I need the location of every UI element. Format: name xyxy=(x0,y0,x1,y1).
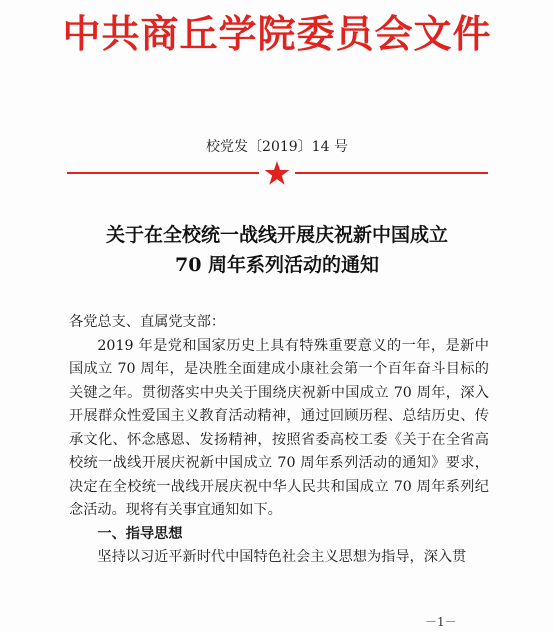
addressee: 各党总支、直属党支部： xyxy=(69,314,226,330)
red-star-icon xyxy=(264,160,290,186)
doc-number: 校党发〔2019〕14 号 xyxy=(206,139,348,155)
document-title xyxy=(0,220,554,280)
section-heading: 一、指导思想 xyxy=(97,525,183,542)
paragraph: 坚持以习近平新时代中国特色社会主义思想为指导，深入贯 xyxy=(97,549,467,565)
title-line-2: 70 周年系列活动的通知 xyxy=(174,254,380,276)
document-body xyxy=(69,311,489,570)
red-rule-left xyxy=(67,172,259,174)
title-line-1: 关于在全校统一战线开展庆祝新中国成立 xyxy=(105,224,448,246)
paragraph: 2019 年是党和国家历史上具有特殊重要意义的一年，是新中国成立 70 周年，是决胜全面建成小康社会第一个百年奋斗目标的关键之年。贯彻落实中央关于围绕庆祝新中国成立 70 周年，深入开展群众性爱国主义教育活动精神，通过回顾历程、总结历史、传承文化、怀念感恩、发扬精神，按照省委高校工委《关于在全省高校统一战线开展庆祝新中国成立 70 周年系列活动的通知》要求，决定在全校统一战线开展庆祝中华人民共和国成立 70 周年系列纪念活动。现将有关事宜通知如下。 xyxy=(69,337,489,518)
red-rule-right xyxy=(295,172,488,174)
page-number: －1－ xyxy=(425,615,457,629)
org-header: 中共商丘学院委员会文件 xyxy=(62,11,492,56)
